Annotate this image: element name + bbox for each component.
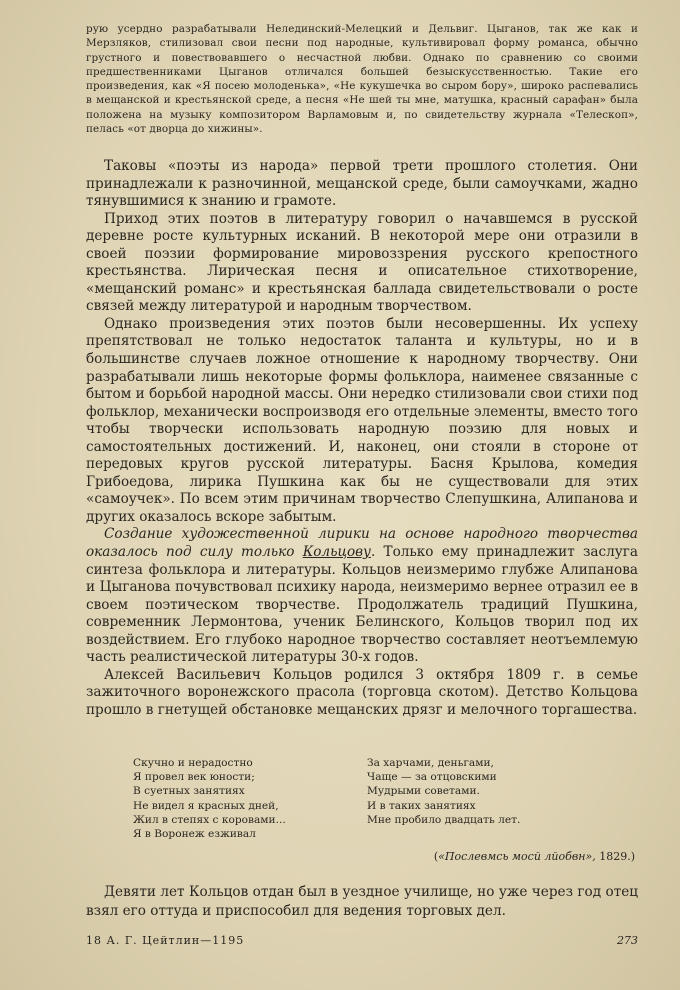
poem-line: В суетных занятиях [133,785,245,798]
poem-line: Мне пробило двадцать лет. [367,813,521,826]
paragraph-bottom: Девяти лет Кольцов отдан был в уездное училище, но уже через год отец взял его оттуда и приспособил для ведения торговых дел. [86,884,638,919]
poem-stanza-left [133,756,363,841]
poem-line: Чаще — за отцовскими [367,771,497,784]
poem-line: Жил в степях с коровами... [133,813,286,826]
paragraph-koltsov [86,526,638,666]
paragraph-3: Однако произведения этих поэтов были несовершенны. Их успеху препятствовал не только недостаток таланта и культуры, но и в большинстве случаев ложное отношение к народному творчеству. Они разрабатывали лишь некоторые формы фольклора, наименее связанные с бытом и борьбой народной массы. Они нередко стилизовали свои стихи под фольклор, механически воспроизводя его отдельные элементы, вместо того чтобы творчески использовать народную поэзию для новых и самостоятельных достижений. И, наконец, они стояли в стороне от передовых кругов русской литературы. Басня Крылова, комедия Грибоедова, лирика Пушкина как бы не существовали для этих «самоучек». По всем этим причинам творчество Слепушкина, Алипанова и других оказалось вскоре забытым. [86,315,638,525]
bottom-text [86,883,638,921]
printer-signature: 18 А. Г. Цейтлин—1195 [86,934,245,947]
source-open: ( [433,850,439,863]
poem-source [400,850,635,863]
poem-line: Не видел я красных дней, [133,799,279,812]
poem-line: И в таких занятиях [367,799,476,812]
paragraph-birth: Алексей Васильевич Кольцов родился 3 октября 1809 г. в семье зажиточного воронежского прасола (торговца скотом). Детство Кольцова прошло в гнетущей обстановке мещанских дрязг и мелочного торгашества. [86,666,638,718]
small-paragraph: рую усердно разрабатывали Нелединский-Мелецкий и Дельвиг. Цыганов, так же как и Мерзляков, стилизовал свои песни под народные, культивировал форму романса, обычно грустного и повествовавшего о несчастной любви. Однако по сравнению со своими предшественниками Цыганов отличался большей безыскусственностью. Такие его произведения, как «Я посею молоденька», «Не кукушечка во сыром бору», широко распевались в мещанской и крестьянской среде, а песня «Не шей ты мне, матушка, красный сарафан» была положена на музыку композитором Варламовым и, по свидетельству журнала «Телескоп», пелась «от дворца до хижины». [86,23,638,136]
italic-name-koltsov: Кольцову [302,544,371,561]
italic-thesis: Создание художественной лирики на основе народного творчества оказалось под силу только [86,526,638,561]
page-number: 273 [617,934,638,947]
poem-stanza-right [367,756,597,827]
poem-line: Я в Воронеж езживал [133,828,256,841]
poem-line: Скучно и нерадостно [133,757,253,769]
main-text [86,158,638,720]
paragraph-2: Приход этих поэтов в литературу говорил о начавшемся в русской деревне росте культурных исканий. В некоторой мере они отразили в своей поэзии формирование мировоззрения русского крепостного крестьянства. Лирическая песня и описательное стихотворение, «мещанский романс» и крестьянская баллада свидетельствовали о росте связей между литературой и народным творчеством. [86,210,638,315]
poem-line: За харчами, деньгами, [367,757,494,769]
source-year: 1829.) [595,850,635,863]
paragraph-1: Таковы «поэты из народа» первой трети прошлого столетия. Они принадлежали к разночинной, мещанской среде, были самоучками, жадно тянувшимися к знанию и грамоте. [86,158,638,210]
source-title: «Послевмсь мосй лйобвн», [438,850,596,863]
footnote-block [86,22,638,136]
poem-line: Я провел век юности; [133,771,255,784]
koltsov-rest: . Только ему принадлежит заслуга синтеза фольклора и литературы. Кольцов неизмеримо глубже Алипанова и Цыганова почувствовал психику народа, неизмеримо вернее отразил ее в своем поэтическом творчестве. Продолжатель традиций Пушкина, современник Лермонтова, ученик Белинского, Кольцов творил под их воздействием. Его глубоко народное творчество составляет неотъемлемую часть реалистической литературы 30-х годов. [86,544,638,666]
poem-line: Мудрыми советами. [367,785,480,798]
